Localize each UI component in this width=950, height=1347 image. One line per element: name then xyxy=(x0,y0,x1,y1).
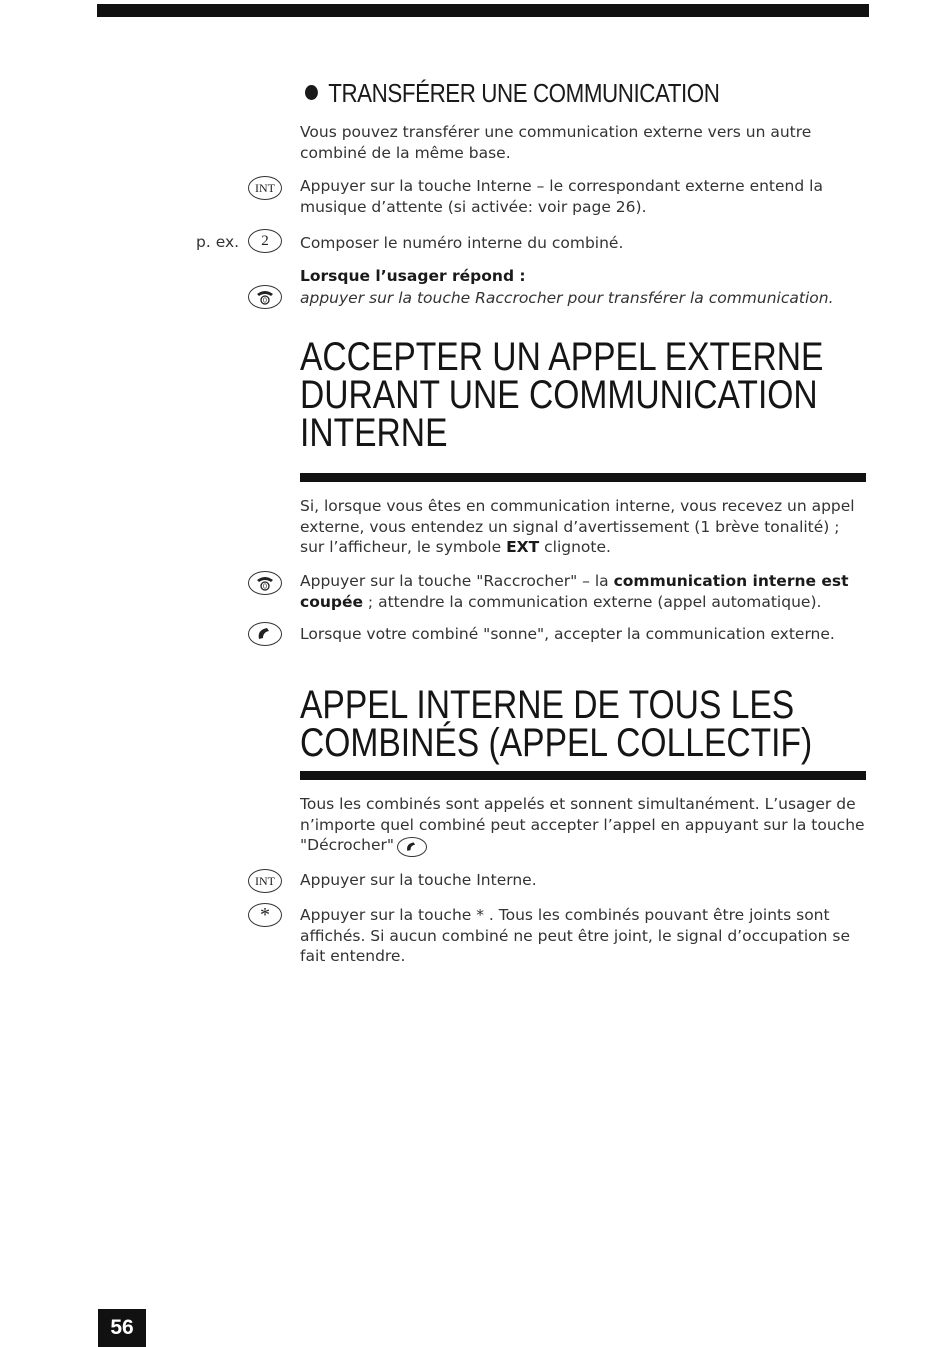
section-transfer-intro: Vous pouvez transférer une communication externe vers un autre combiné de la même base. xyxy=(300,123,812,162)
section-accept-external-intro: Si, lorsque vous êtes en communication interne, vous recevez un appel externe, vous entendez un signal d’avertissement (1 brève tonalité) ; sur l’afficheur, le symbole EXT clignote. xyxy=(300,497,855,556)
step-text: Composer le numéro interne du combiné. xyxy=(300,234,624,252)
page-number: 56 xyxy=(98,1309,146,1347)
section-collective-call-intro: Tous les combinés sont appelés et sonnent simultanément. L’usager de n’importe quel combiné peut accepter l’appel en appuyant sur la touche "Décrocher" xyxy=(300,794,866,857)
hangup-key-icon xyxy=(248,571,282,595)
int-key-icon: INT xyxy=(248,176,282,200)
star-key-icon: * xyxy=(248,903,282,927)
step-text: Appuyer sur la touche * . Tous les combinés pouvant être joints sont affichés. Si aucun combiné ne peut être joint, le signal d’occupation se fait entendre. xyxy=(300,906,851,965)
svg-text:0: 0 xyxy=(263,583,267,591)
step-text: Appuyer sur la touche Interne – le correspondant externe entend la musique d’attente (si activée: voir page 26). xyxy=(300,177,823,216)
condition-label: Lorsque l’usager répond : xyxy=(300,267,526,285)
int-key-icon: INT xyxy=(248,869,282,893)
step-text: Appuyer sur la touche Interne. xyxy=(300,871,537,889)
step-text: Lorsque votre combiné "sonne", accepter la communication externe. xyxy=(300,625,835,643)
example-prefix: p. ex. xyxy=(196,233,240,251)
answer-key-icon xyxy=(248,622,282,646)
top-bar xyxy=(97,4,869,17)
step-text: appuyer sur la touche Raccrocher pour transférer la communication. xyxy=(300,289,834,307)
hangup-key-icon xyxy=(248,285,282,309)
section-collective-call-heading: APPEL INTERNE DE TOUS LES COMBINÉS (APPEL COLLECTIF) xyxy=(300,683,813,765)
heading-rule xyxy=(300,771,866,780)
answer-key-icon xyxy=(397,837,427,857)
heading-rule xyxy=(300,473,866,482)
section-transfer-heading: TRANSFÉRER UNE COMMUNICATION xyxy=(305,78,787,109)
digit-2-key-icon: 2 xyxy=(248,229,282,253)
bullet-icon xyxy=(305,85,318,100)
svg-text:0: 0 xyxy=(263,297,267,305)
section-accept-external-heading: ACCEPTER UN APPEL EXTERNE DURANT UNE COMMUNICATION INTERNE xyxy=(300,335,824,455)
step-text: Appuyer sur la touche "Raccrocher" – la communication interne est coupée ; attendre la communication externe (appel automatique). xyxy=(300,572,849,611)
